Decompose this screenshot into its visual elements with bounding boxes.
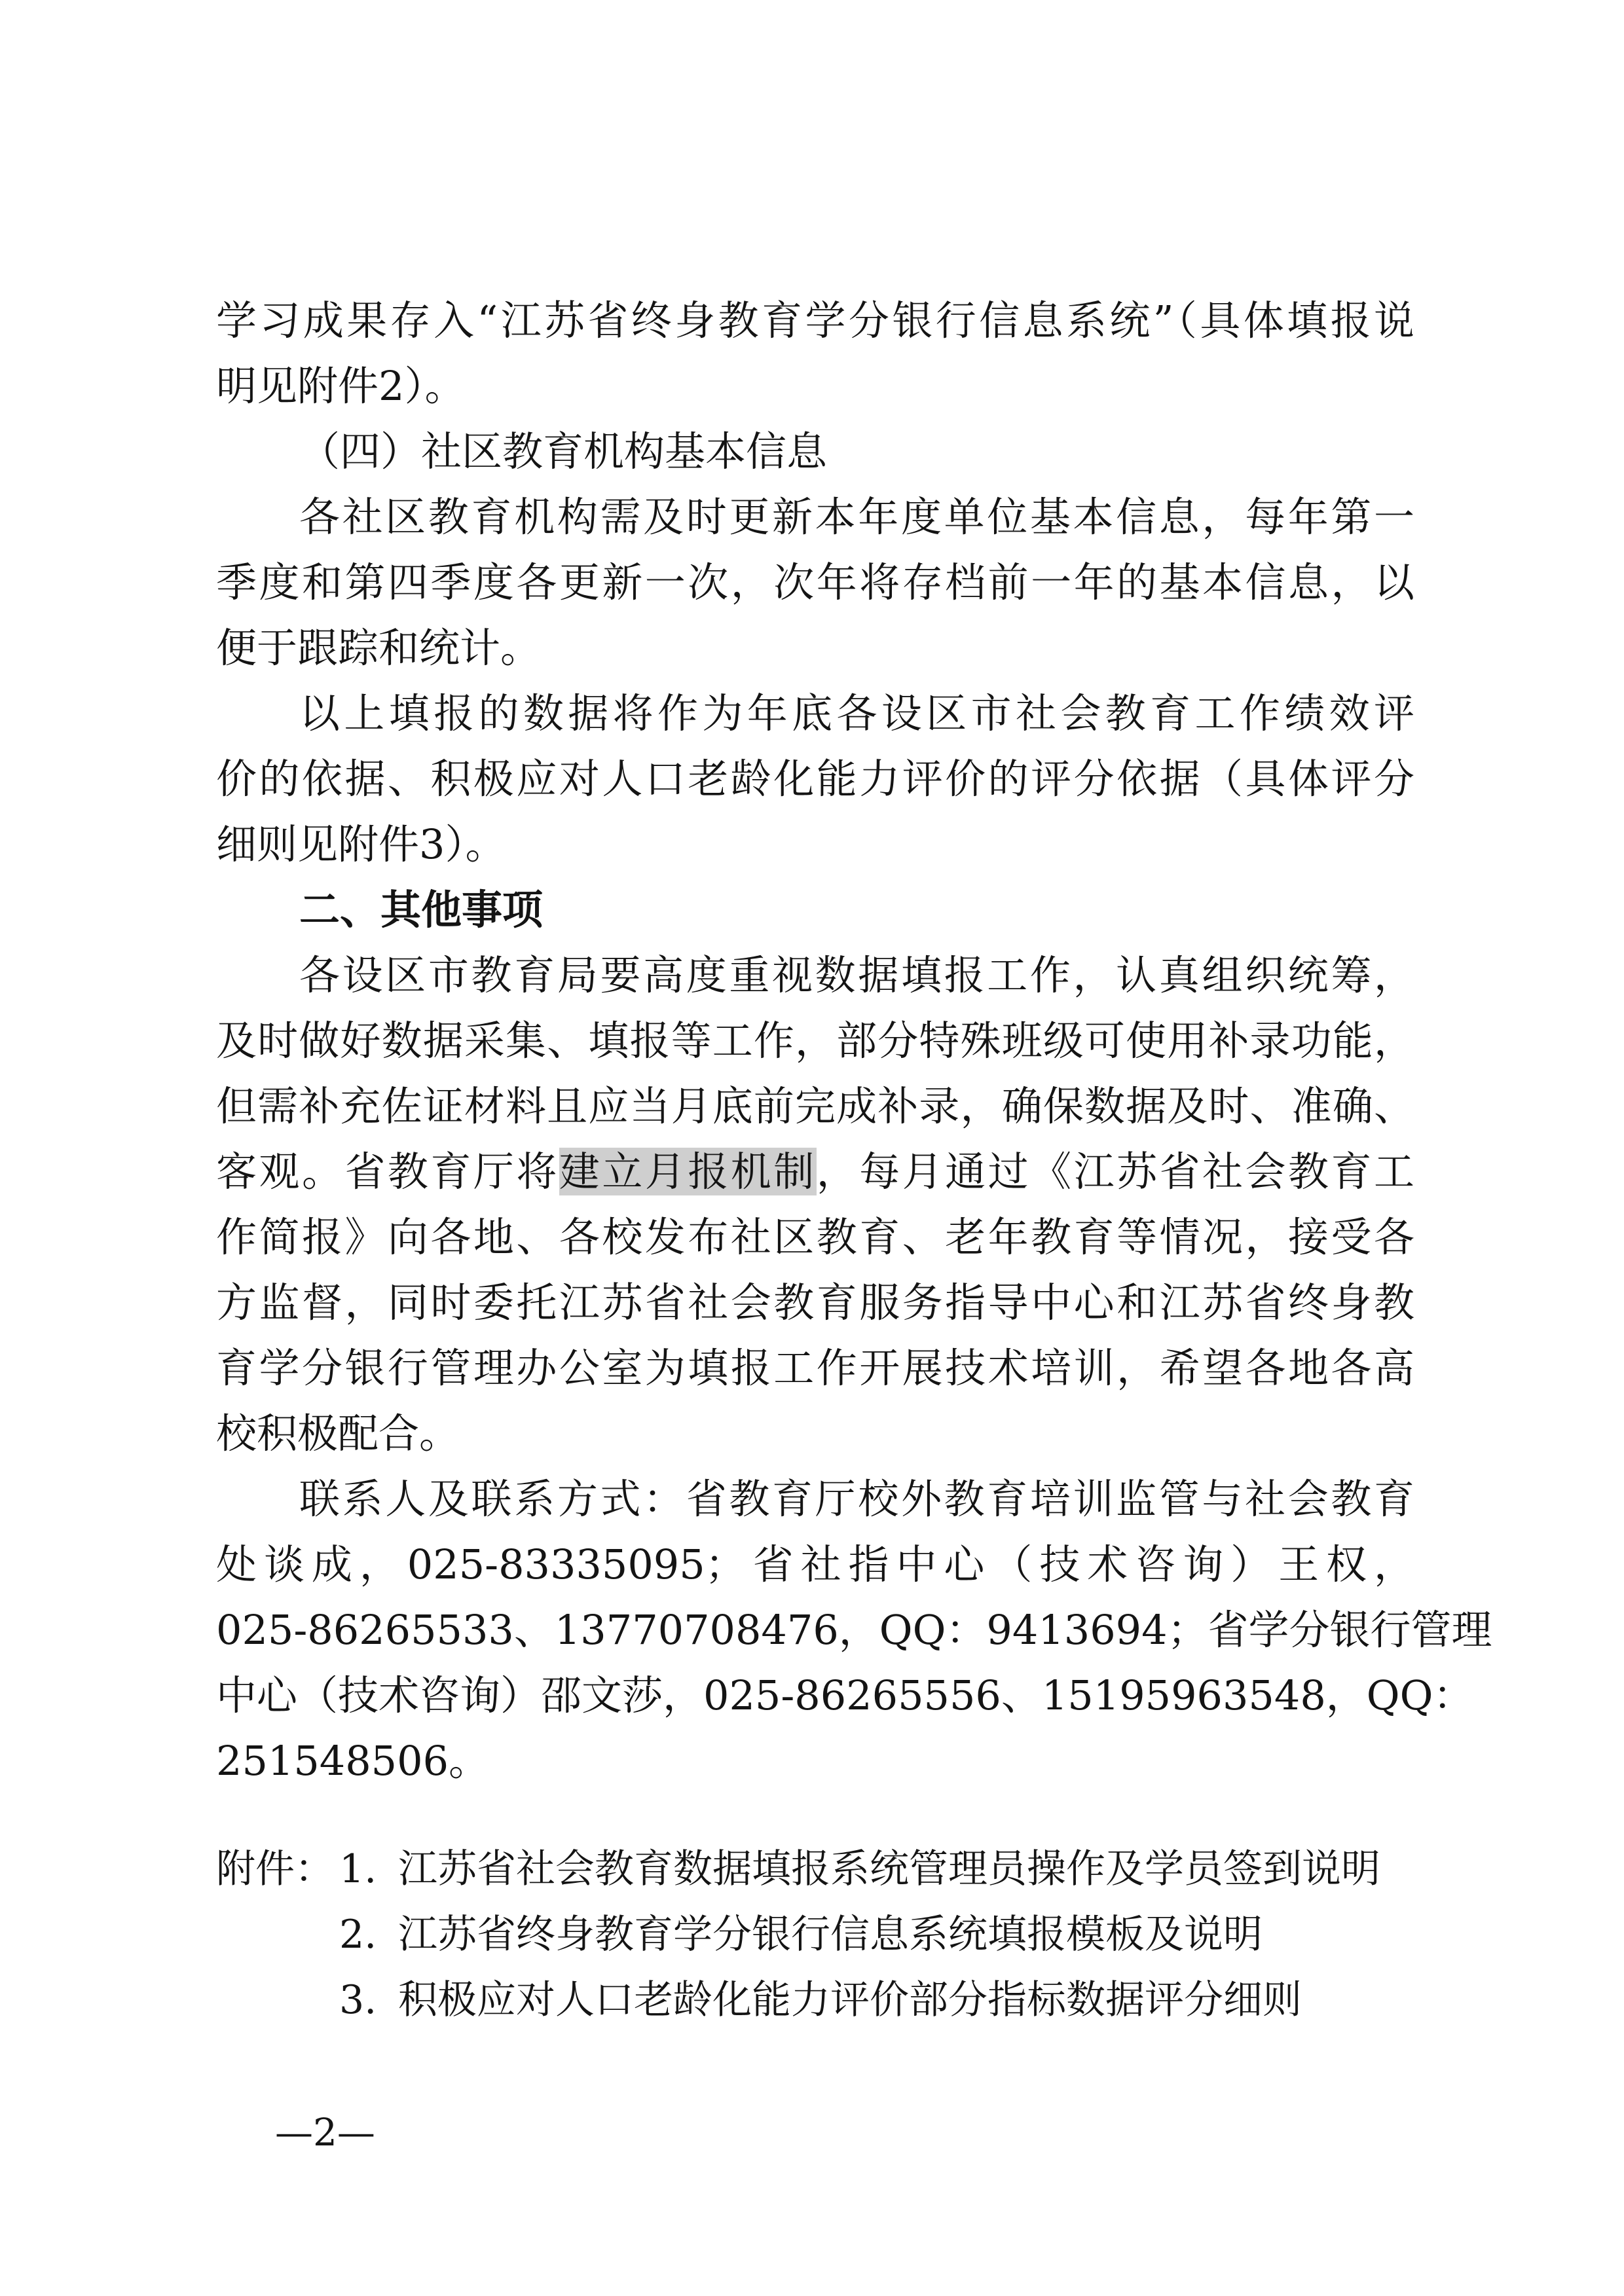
attachment-title: 江苏省社会教育数据填报系统管理员操作及学员签到说明 (398, 1846, 1380, 1892)
body-line: 各设区市教育局要高度重视数据填报工作，认真组织统筹， (299, 951, 1414, 999)
body-line (216, 1139, 1414, 1205)
body-line: 以上填报的数据将作为年底各设区市社会教育工作绩效评 (299, 689, 1414, 737)
body-line: 校积极配合。 (216, 1410, 460, 1457)
attachment-number: 3. (339, 1977, 377, 2023)
body-line: 便于跟踪和统计。 (216, 624, 542, 672)
section-heading: 二、其他事项 (299, 886, 544, 934)
body-text: ，每月通过《江苏省社会教育工 (816, 1148, 1414, 1195)
body-line: 细则见附件3）。 (216, 820, 506, 868)
body-line: 各社区教育机构需及时更新本年度单位基本信息，每年第一 (299, 493, 1414, 541)
attachment-item (339, 1836, 1380, 1902)
body-line: 025-86265533、13770708476，QQ：9413694；省学分银行管理 (216, 1606, 1492, 1654)
body-line: 但需补充佐证材料且应当月底前完成补录，确保数据及时、准确、 (216, 1082, 1414, 1130)
body-line: 中心（技术咨询）邵文莎，025-86265556、15195963548，QQ： (216, 1671, 1474, 1719)
body-line: 方监督，同时委托江苏省社会教育服务指导中心和江苏省终身教 (216, 1279, 1414, 1326)
body-line: 明见附件2）。 (216, 362, 466, 410)
page-number: —2— (275, 2110, 375, 2155)
attachment-item (339, 1967, 1302, 2033)
body-line: 价的依据、积极应对人口老龄化能力评价的评分依据（具体评分 (216, 755, 1414, 803)
body-line: 作简报》向各地、各校发布社区教育、老年教育等情况，接受各 (216, 1213, 1414, 1261)
body-line: 联系人及联系方式：省教育厅校外教育培训监管与社会教育 (299, 1475, 1414, 1523)
body-text: 客观。省教育厅将 (216, 1148, 559, 1195)
body-line: 学习成果存入“江苏省终身教育学分银行信息系统”（具体填报说 (216, 297, 1414, 344)
attachment-title: 积极应对人口老龄化能力评价部分指标数据评分细则 (398, 1977, 1302, 2023)
attachment-item (339, 1902, 1263, 1967)
attachment-number: 2. (339, 1912, 377, 1958)
body-line: 育学分银行管理办公室为填报工作开展技术培训，希望各地各高 (216, 1344, 1414, 1392)
body-line: 季度和第四季度各更新一次，次年将存档前一年的基本信息，以 (216, 558, 1414, 606)
body-line: 及时做好数据采集、填报等工作，部分特殊班级可使用补录功能， (216, 1017, 1414, 1065)
section-heading: （四）社区教育机构基本信息 (299, 428, 828, 475)
body-line: 处谈成，025-83335095；省社指中心（技术咨询）王权， (216, 1540, 1414, 1588)
attachments-label: 附件： (216, 1846, 334, 1892)
attachment-title: 江苏省终身教育学分银行信息系统填报模板及说明 (398, 1912, 1263, 1958)
attachment-number: 1. (339, 1846, 377, 1892)
highlighted-text: 建立月报机制 (559, 1148, 817, 1195)
body-line: 251548506。 (216, 1737, 490, 1785)
